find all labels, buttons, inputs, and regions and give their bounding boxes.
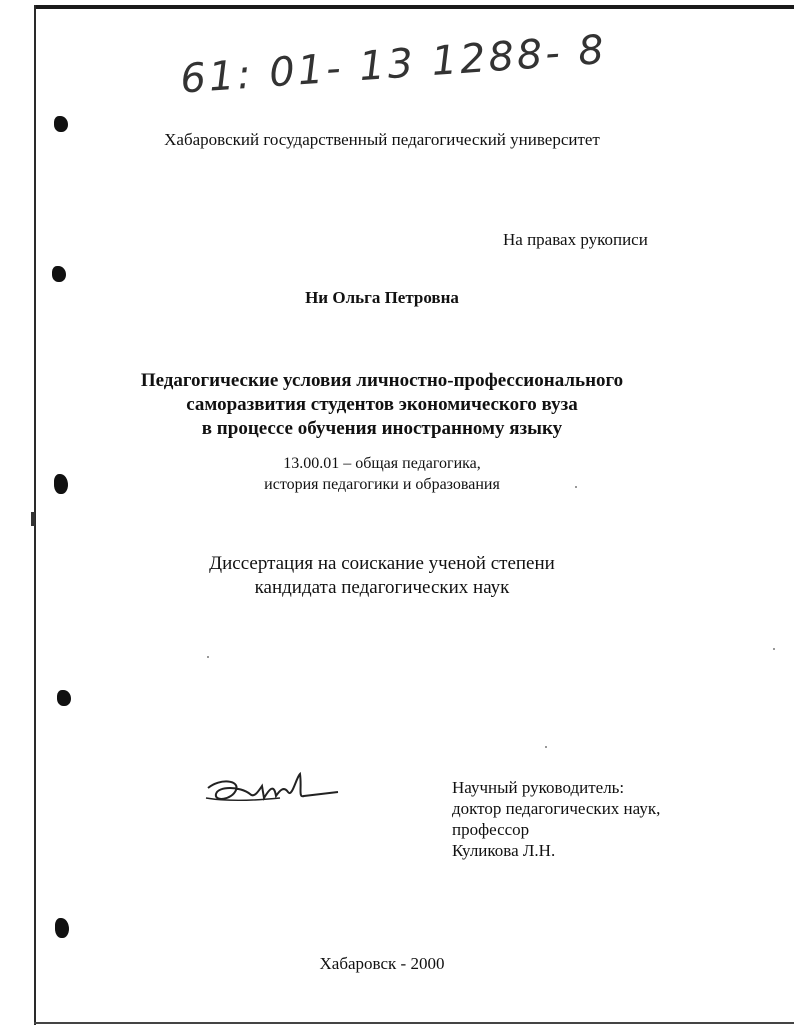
specialty-line: 13.00.01 – общая педагогика, — [283, 455, 481, 472]
scan-speck — [773, 648, 775, 650]
scan-speck — [545, 746, 547, 748]
specialty-line: история педагогики и образования — [264, 476, 500, 493]
scan-border-mark — [31, 512, 35, 526]
author-name: Ни Ольга Петровна — [305, 288, 459, 307]
punch-hole-mark — [52, 266, 66, 282]
university-name: Хабаровский государственный педагогический университет — [164, 130, 600, 149]
degree-line: Диссертация на соискание ученой степени — [209, 553, 555, 574]
dissertation-title-line: саморазвития студентов экономического вуза — [186, 394, 578, 415]
scan-speck — [575, 486, 577, 488]
scan-speck — [207, 656, 209, 658]
handwritten-signature — [200, 768, 340, 818]
scan-border-bottom — [34, 1022, 794, 1024]
dissertation-title-line: Педагогические условия личностно-профессионального — [140, 370, 624, 391]
degree-line: кандидата педагогических наук — [254, 577, 510, 598]
scan-border-top — [34, 5, 794, 9]
punch-hole-mark — [55, 918, 69, 938]
rights-note: На правах рукописи — [503, 230, 648, 249]
supervisor-title: профессор — [452, 820, 530, 839]
archive-stamp: 61: 01- 13 1288- 8 — [178, 26, 609, 103]
city-year: Хабаровск - 2000 — [319, 954, 445, 973]
supervisor-label: Научный руководитель: — [452, 778, 625, 797]
punch-hole-mark — [57, 690, 71, 706]
dissertation-title-line: в процессе обучения иностранному языку — [201, 418, 563, 439]
supervisor-degree: доктор педагогических наук, — [452, 799, 661, 818]
supervisor-name: Куликова Л.Н. — [452, 841, 556, 860]
